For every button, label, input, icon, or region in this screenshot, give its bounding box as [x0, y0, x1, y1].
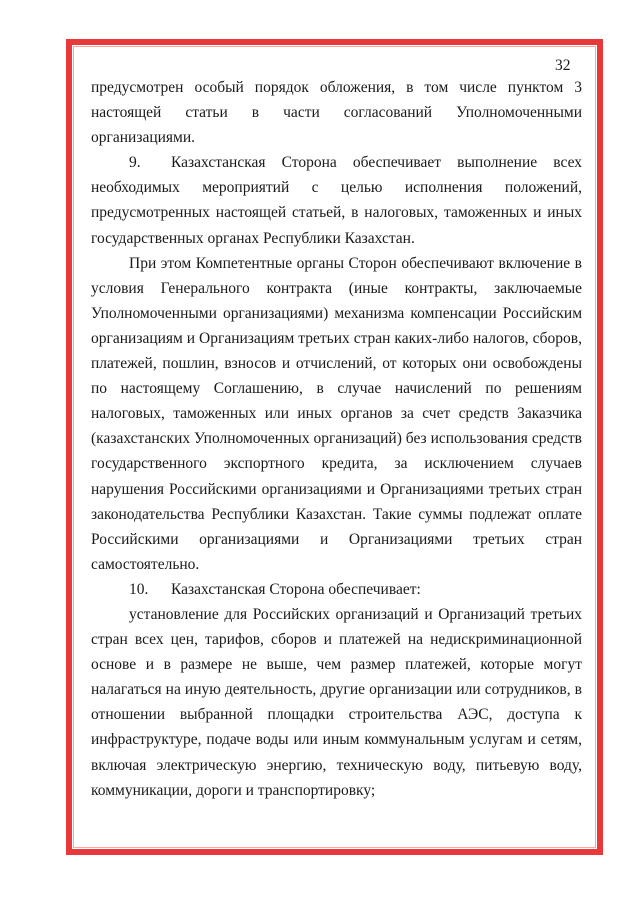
paragraph-text: установление для Российских организаций и Организаций третьих стран всех цен, тарифов, сборов и платежей на недискриминационной основе и в размере не выше, чем размер платежей, которые могут налагаться на иную деятельность, другие организации или сотрудников, в отношении выбранной площадки строительства АЭС, доступа к инфраструктуре, подаче воды или иным коммунальным услугам и сетям, включая электрическую энергию, техническую воду, питьевую воду, коммуникации, дороги и транспортировку;	[91, 605, 582, 799]
paragraph-text: Казахстанская Сторона обеспечивает выполнение всех необходимых мероприятий с целью исполнения положений, предусмотренных настоящей статьей, в налоговых, таможенных и иных государственных органах Республики Казахстан.	[91, 154, 582, 247]
paragraph-text: При этом Компетентные органы Сторон обеспечивают включение в условия Генерального контракта (иные контракты, заключаемые Уполномоченными организациями) механизма компенсации Российским организациям и Организациям третьих стран каких-либо налогов, сборов, платежей, пошлин, взносов и отчислений, от которых они освобождены по настоящему Соглашению, в случае начислений по решениям налоговых, таможенных или иных органов за счет средств Заказчика (казахстанских Уполномоченных организаций) без использования средств государственного экспортного кредита, за исключением случаев нарушения Российскими организациями и Организациями третьих стран законодательства Республики Казахстан. Такие суммы подлежат оплате Российскими организациями и Организациями третьих стран самостоятельно.	[91, 254, 582, 573]
item-number: 9.	[129, 154, 141, 172]
paragraph-item-10	[91, 577, 582, 602]
paragraph-tariffs	[91, 602, 582, 803]
paragraph-text: Казахстанская Сторона обеспечивает:	[171, 580, 421, 598]
paragraph-continuation	[91, 75, 582, 150]
item-number: 10.	[129, 580, 149, 598]
paragraph-text: предусмотрен особый порядок обложения, в том числе пунктом 3 настоящей статьи в части согласований Уполномоченными организациями.	[91, 79, 582, 147]
document-body	[91, 75, 582, 803]
paragraph-compensation	[91, 251, 582, 577]
page-number: 32	[555, 57, 571, 74]
paragraph-item-9	[91, 150, 582, 250]
